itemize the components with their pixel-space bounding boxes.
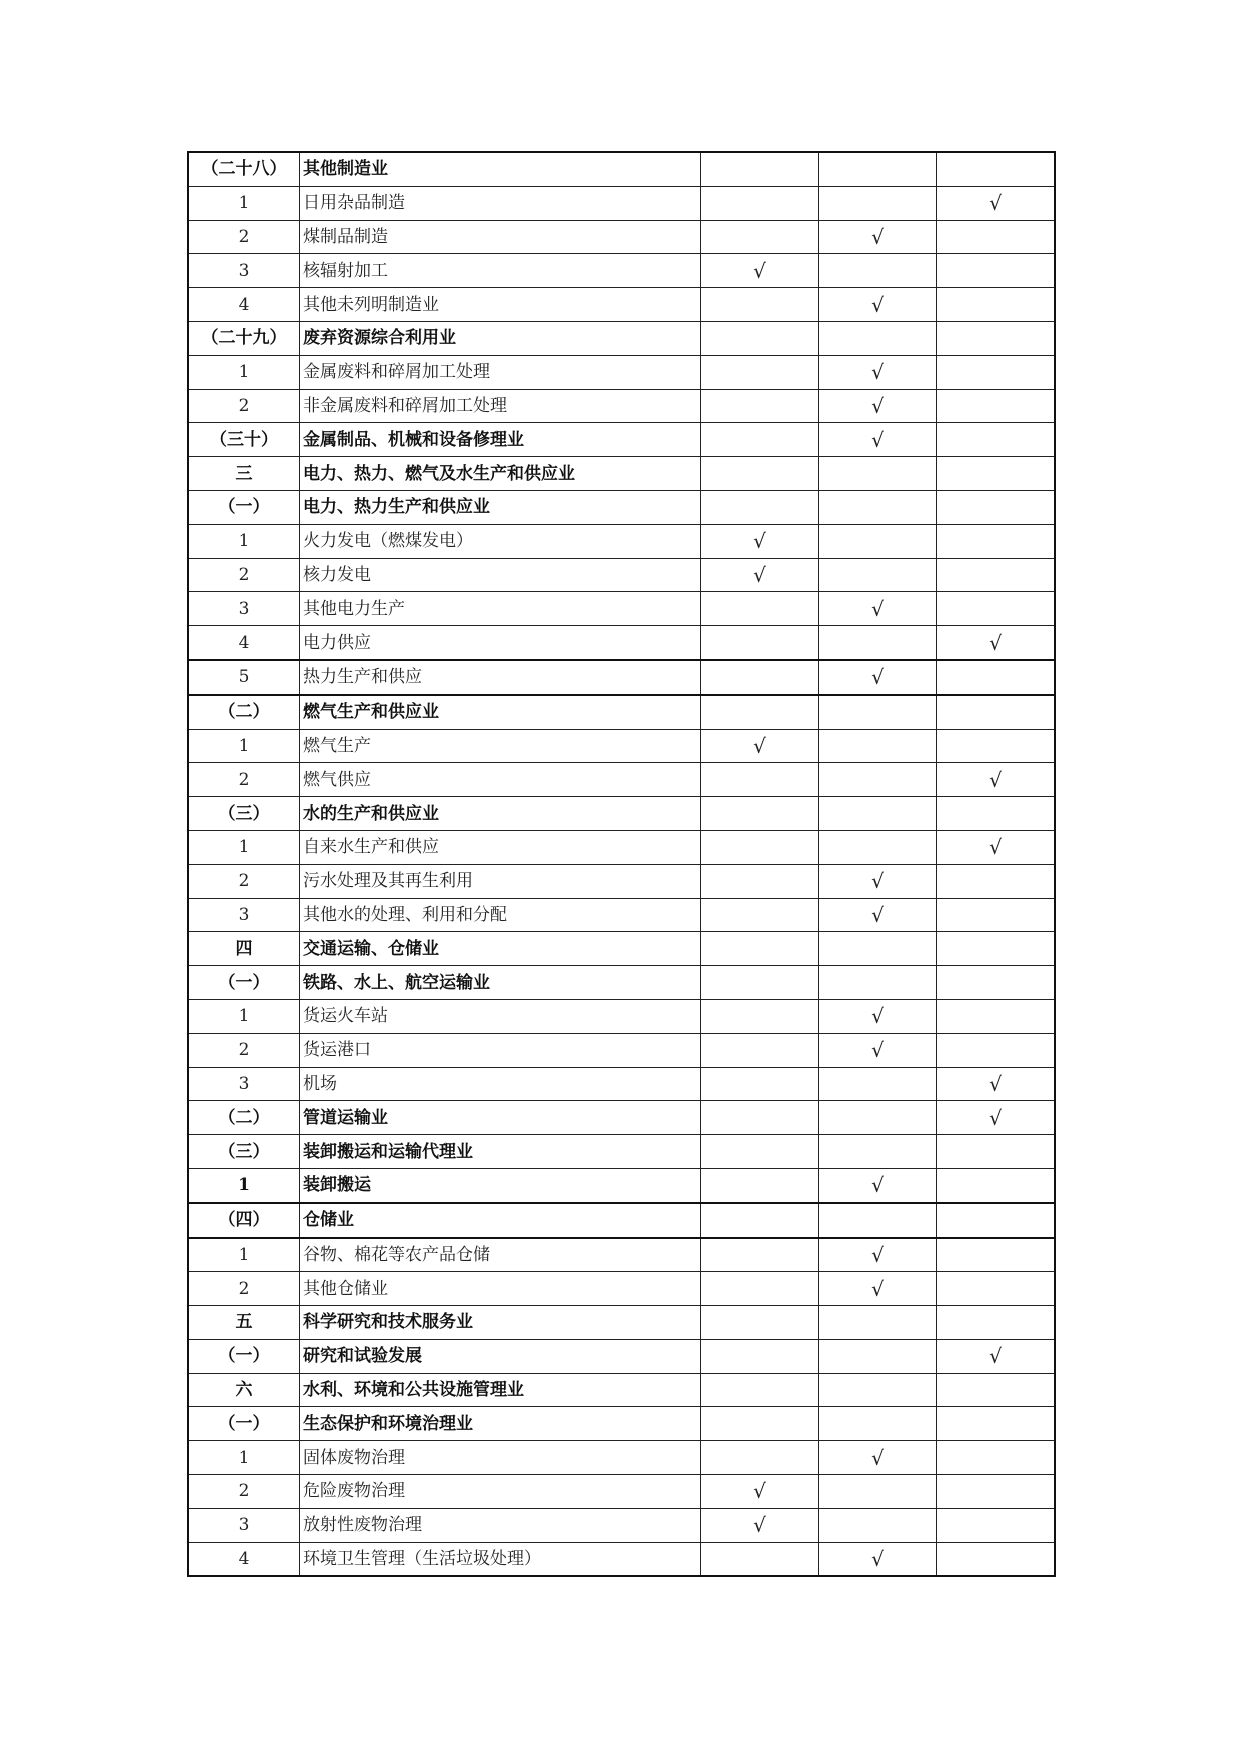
table-row <box>188 524 1055 558</box>
row-number: 5 <box>188 660 300 695</box>
row-number: （三十） <box>188 423 300 457</box>
industry-name: 电力、热力生产和供应业 <box>300 490 701 524</box>
industry-name: 水利、环境和公共设施管理业 <box>300 1373 701 1407</box>
category-c-cell <box>937 864 1056 898</box>
row-number: （二十八） <box>188 152 300 186</box>
category-b-cell <box>819 1407 937 1441</box>
check-mark-icon: √ <box>989 835 1002 860</box>
category-b-cell <box>819 626 937 660</box>
table-row <box>188 558 1055 592</box>
category-b-cell <box>819 592 937 626</box>
category-a-cell <box>701 1135 819 1169</box>
category-c-cell <box>937 152 1056 186</box>
check-mark-icon: √ <box>989 191 1002 216</box>
category-a-cell <box>701 355 819 389</box>
row-number: （一） <box>188 966 300 1000</box>
row-number: 3 <box>188 1067 300 1101</box>
category-c-cell <box>937 1508 1056 1542</box>
row-number: 3 <box>188 1508 300 1542</box>
table-row <box>188 1407 1055 1441</box>
category-a-cell <box>701 830 819 864</box>
category-a-cell <box>701 1306 819 1340</box>
table-row <box>188 457 1055 491</box>
industry-name: 热力生产和供应 <box>300 660 701 695</box>
category-a-cell <box>701 932 819 966</box>
industry-name: 水的生产和供应业 <box>300 797 701 831</box>
category-a-cell <box>701 457 819 491</box>
table-row <box>188 423 1055 457</box>
row-number: 1 <box>188 1168 300 1202</box>
table-body <box>188 152 1055 1576</box>
category-c-cell <box>937 1067 1056 1101</box>
category-b-cell <box>819 1475 937 1509</box>
category-a-cell <box>701 1203 819 1238</box>
table-row <box>188 932 1055 966</box>
category-a-cell <box>701 152 819 186</box>
row-number: 1 <box>188 524 300 558</box>
category-b-cell <box>819 1101 937 1135</box>
category-a-cell <box>701 1168 819 1202</box>
row-number: （三） <box>188 1135 300 1169</box>
category-b-cell <box>819 1272 937 1306</box>
industry-name: 装卸搬运和运输代理业 <box>300 1135 701 1169</box>
category-c-cell <box>937 1135 1056 1169</box>
table-row <box>188 1067 1055 1101</box>
row-number: （一） <box>188 490 300 524</box>
category-c-cell <box>937 220 1056 254</box>
category-c-cell <box>937 1168 1056 1202</box>
category-c-cell <box>937 355 1056 389</box>
category-c-cell <box>937 1101 1056 1135</box>
category-c-cell <box>937 186 1056 220</box>
category-c-cell <box>937 999 1056 1033</box>
category-b-cell <box>819 1135 937 1169</box>
category-c-cell <box>937 423 1056 457</box>
table-row <box>188 152 1055 186</box>
table-row <box>188 1168 1055 1202</box>
category-a-cell <box>701 695 819 729</box>
category-c-cell <box>937 321 1056 355</box>
category-b-cell <box>819 966 937 1000</box>
industry-name: 机场 <box>300 1067 701 1101</box>
category-c-cell <box>937 490 1056 524</box>
industry-name: 燃气生产 <box>300 729 701 763</box>
check-mark-icon: √ <box>871 427 884 452</box>
category-b-cell <box>819 321 937 355</box>
industry-name: 谷物、棉花等农产品仓储 <box>300 1238 701 1272</box>
check-mark-icon: √ <box>871 360 884 385</box>
category-a-cell <box>701 1542 819 1576</box>
table-row <box>188 660 1055 695</box>
category-a-cell <box>701 389 819 423</box>
check-mark-icon: √ <box>871 224 884 249</box>
category-c-cell <box>937 1306 1056 1340</box>
category-b-cell <box>819 423 937 457</box>
industry-name: 日用杂品制造 <box>300 186 701 220</box>
row-number: 五 <box>188 1306 300 1340</box>
category-b-cell <box>819 490 937 524</box>
table-row <box>188 1542 1055 1576</box>
row-number: 3 <box>188 592 300 626</box>
category-a-cell <box>701 1067 819 1101</box>
category-b-cell <box>819 864 937 898</box>
category-c-cell <box>937 932 1056 966</box>
table-row <box>188 729 1055 763</box>
check-mark-icon: √ <box>871 1242 884 1267</box>
table-row <box>188 830 1055 864</box>
table-row <box>188 1238 1055 1272</box>
category-c-cell <box>937 592 1056 626</box>
category-c-cell <box>937 1475 1056 1509</box>
industry-name: 货运港口 <box>300 1033 701 1067</box>
industry-name: 火力发电（燃煤发电） <box>300 524 701 558</box>
table-row <box>188 864 1055 898</box>
row-number: 六 <box>188 1373 300 1407</box>
category-c-cell <box>937 389 1056 423</box>
row-number: 1 <box>188 1238 300 1272</box>
table-row <box>188 389 1055 423</box>
table-row <box>188 1272 1055 1306</box>
check-mark-icon: √ <box>753 733 766 758</box>
category-b-cell <box>819 830 937 864</box>
category-a-cell <box>701 1238 819 1272</box>
category-b-cell <box>819 729 937 763</box>
row-number: 1 <box>188 355 300 389</box>
check-mark-icon: √ <box>871 1276 884 1301</box>
row-number: （二） <box>188 695 300 729</box>
category-a-cell <box>701 1339 819 1373</box>
check-mark-icon: √ <box>989 1344 1002 1369</box>
category-c-cell <box>937 729 1056 763</box>
check-mark-icon: √ <box>871 1004 884 1029</box>
row-number: 2 <box>188 220 300 254</box>
category-b-cell <box>819 1306 937 1340</box>
category-b-cell <box>819 898 937 932</box>
table-row <box>188 1033 1055 1067</box>
row-number: （三） <box>188 797 300 831</box>
industry-name: 其他水的处理、利用和分配 <box>300 898 701 932</box>
row-number: 1 <box>188 186 300 220</box>
row-number: 3 <box>188 254 300 288</box>
table-row <box>188 763 1055 797</box>
category-b-cell <box>819 1339 937 1373</box>
check-mark-icon: √ <box>753 1479 766 1504</box>
table-row <box>188 1339 1055 1373</box>
industry-name: 废弃资源综合利用业 <box>300 321 701 355</box>
industry-name: 管道运输业 <box>300 1101 701 1135</box>
row-number: 4 <box>188 626 300 660</box>
category-b-cell <box>819 695 937 729</box>
category-a-cell <box>701 186 819 220</box>
check-mark-icon: √ <box>989 630 1002 655</box>
category-c-cell <box>937 1272 1056 1306</box>
category-b-cell <box>819 1373 937 1407</box>
category-a-cell <box>701 898 819 932</box>
table-row <box>188 1306 1055 1340</box>
category-a-cell <box>701 729 819 763</box>
category-a-cell <box>701 220 819 254</box>
category-a-cell <box>701 1033 819 1067</box>
category-b-cell <box>819 1067 937 1101</box>
category-c-cell <box>937 1441 1056 1475</box>
industry-name: 货运火车站 <box>300 999 701 1033</box>
category-b-cell <box>819 1238 937 1272</box>
category-b-cell <box>819 1203 937 1238</box>
industry-name: 仓储业 <box>300 1203 701 1238</box>
industry-name: 其他仓储业 <box>300 1272 701 1306</box>
row-number: 1 <box>188 999 300 1033</box>
category-b-cell <box>819 1542 937 1576</box>
table-row <box>188 220 1055 254</box>
row-number: （一） <box>188 1407 300 1441</box>
check-mark-icon: √ <box>871 902 884 927</box>
category-b-cell <box>819 389 937 423</box>
industry-name: 危险废物治理 <box>300 1475 701 1509</box>
table-row <box>188 254 1055 288</box>
industry-name: 研究和试验发展 <box>300 1339 701 1373</box>
industry-name: 交通运输、仓储业 <box>300 932 701 966</box>
category-c-cell <box>937 898 1056 932</box>
row-number: 2 <box>188 763 300 797</box>
category-b-cell <box>819 660 937 695</box>
category-a-cell <box>701 558 819 592</box>
industry-name: 环境卫生管理（生活垃圾处理） <box>300 1542 701 1576</box>
category-a-cell <box>701 966 819 1000</box>
check-mark-icon: √ <box>753 529 766 554</box>
check-mark-icon: √ <box>871 1547 884 1572</box>
category-a-cell <box>701 254 819 288</box>
category-a-cell <box>701 524 819 558</box>
category-a-cell <box>701 1373 819 1407</box>
category-a-cell <box>701 1475 819 1509</box>
category-b-cell <box>819 1033 937 1067</box>
industry-name: 放射性废物治理 <box>300 1508 701 1542</box>
category-a-cell <box>701 1272 819 1306</box>
category-a-cell <box>701 1407 819 1441</box>
category-b-cell <box>819 186 937 220</box>
category-a-cell <box>701 321 819 355</box>
industry-name: 电力、热力、燃气及水生产和供应业 <box>300 457 701 491</box>
check-mark-icon: √ <box>753 1513 766 1538</box>
table-row <box>188 1441 1055 1475</box>
category-c-cell <box>937 1238 1056 1272</box>
category-b-cell <box>819 152 937 186</box>
category-c-cell <box>937 288 1056 322</box>
table-row <box>188 695 1055 729</box>
category-c-cell <box>937 558 1056 592</box>
category-c-cell <box>937 1033 1056 1067</box>
row-number: 4 <box>188 1542 300 1576</box>
category-b-cell <box>819 1168 937 1202</box>
table-row <box>188 355 1055 389</box>
category-a-cell <box>701 592 819 626</box>
category-c-cell <box>937 660 1056 695</box>
industry-name: 装卸搬运 <box>300 1168 701 1202</box>
row-number: 4 <box>188 288 300 322</box>
category-a-cell <box>701 1441 819 1475</box>
check-mark-icon: √ <box>871 1173 884 1198</box>
check-mark-icon: √ <box>871 1038 884 1063</box>
industry-name: 污水处理及其再生利用 <box>300 864 701 898</box>
category-b-cell <box>819 254 937 288</box>
industry-name: 非金属废料和碎屑加工处理 <box>300 389 701 423</box>
row-number: 2 <box>188 389 300 423</box>
category-a-cell <box>701 423 819 457</box>
row-number: 1 <box>188 830 300 864</box>
category-a-cell <box>701 626 819 660</box>
industry-name: 其他制造业 <box>300 152 701 186</box>
category-a-cell <box>701 490 819 524</box>
row-number: 四 <box>188 932 300 966</box>
row-number: （一） <box>188 1339 300 1373</box>
industry-name: 燃气供应 <box>300 763 701 797</box>
industry-name: 科学研究和技术服务业 <box>300 1306 701 1340</box>
category-c-cell <box>937 1203 1056 1238</box>
table-row <box>188 490 1055 524</box>
category-a-cell <box>701 763 819 797</box>
row-number: 1 <box>188 729 300 763</box>
category-c-cell <box>937 457 1056 491</box>
row-number: 三 <box>188 457 300 491</box>
check-mark-icon: √ <box>871 292 884 317</box>
industry-name: 金属制品、机械和设备修理业 <box>300 423 701 457</box>
table-row <box>188 1373 1055 1407</box>
category-c-cell <box>937 763 1056 797</box>
category-a-cell <box>701 864 819 898</box>
category-b-cell <box>819 932 937 966</box>
check-mark-icon: √ <box>989 1071 1002 1096</box>
table-row <box>188 288 1055 322</box>
check-mark-icon: √ <box>753 258 766 283</box>
category-b-cell <box>819 1508 937 1542</box>
check-mark-icon: √ <box>989 767 1002 792</box>
category-b-cell <box>819 797 937 831</box>
row-number: 2 <box>188 864 300 898</box>
industry-name: 煤制品制造 <box>300 220 701 254</box>
category-a-cell <box>701 660 819 695</box>
category-b-cell <box>819 220 937 254</box>
table-row <box>188 797 1055 831</box>
industry-classification-table <box>187 151 1056 1577</box>
table-row <box>188 1203 1055 1238</box>
category-c-cell <box>937 797 1056 831</box>
check-mark-icon: √ <box>871 665 884 690</box>
industry-name: 自来水生产和供应 <box>300 830 701 864</box>
industry-name: 燃气生产和供应业 <box>300 695 701 729</box>
category-c-cell <box>937 966 1056 1000</box>
row-number: 2 <box>188 1475 300 1509</box>
category-c-cell <box>937 830 1056 864</box>
table-row <box>188 1508 1055 1542</box>
table-row <box>188 999 1055 1033</box>
table-row <box>188 186 1055 220</box>
category-b-cell <box>819 558 937 592</box>
category-c-cell <box>937 254 1056 288</box>
table-row <box>188 898 1055 932</box>
table-row <box>188 626 1055 660</box>
table-row <box>188 321 1055 355</box>
category-b-cell <box>819 457 937 491</box>
category-b-cell <box>819 288 937 322</box>
category-c-cell <box>937 1373 1056 1407</box>
category-a-cell <box>701 999 819 1033</box>
category-c-cell <box>937 1407 1056 1441</box>
check-mark-icon: √ <box>871 1445 884 1470</box>
industry-name: 固体废物治理 <box>300 1441 701 1475</box>
table-row <box>188 1135 1055 1169</box>
industry-name: 其他未列明制造业 <box>300 288 701 322</box>
category-a-cell <box>701 1101 819 1135</box>
industry-name: 生态保护和环境治理业 <box>300 1407 701 1441</box>
row-number: 1 <box>188 1441 300 1475</box>
check-mark-icon: √ <box>989 1105 1002 1130</box>
row-number: （二十九） <box>188 321 300 355</box>
category-b-cell <box>819 524 937 558</box>
row-number: 2 <box>188 1033 300 1067</box>
row-number: （二） <box>188 1101 300 1135</box>
industry-name: 铁路、水上、航空运输业 <box>300 966 701 1000</box>
category-b-cell <box>819 1441 937 1475</box>
industry-name: 金属废料和碎屑加工处理 <box>300 355 701 389</box>
category-c-cell <box>937 695 1056 729</box>
industry-name: 核辐射加工 <box>300 254 701 288</box>
category-b-cell <box>819 999 937 1033</box>
industry-name: 其他电力生产 <box>300 592 701 626</box>
category-c-cell <box>937 626 1056 660</box>
check-mark-icon: √ <box>871 596 884 621</box>
category-a-cell <box>701 1508 819 1542</box>
category-c-cell <box>937 1339 1056 1373</box>
table-row <box>188 1101 1055 1135</box>
table-row <box>188 1475 1055 1509</box>
industry-name: 电力供应 <box>300 626 701 660</box>
category-b-cell <box>819 355 937 389</box>
table-row <box>188 592 1055 626</box>
row-number: （四） <box>188 1203 300 1238</box>
category-a-cell <box>701 288 819 322</box>
check-mark-icon: √ <box>753 562 766 587</box>
category-c-cell <box>937 524 1056 558</box>
row-number: 2 <box>188 558 300 592</box>
check-mark-icon: √ <box>871 869 884 894</box>
row-number: 2 <box>188 1272 300 1306</box>
category-c-cell <box>937 1542 1056 1576</box>
table-row <box>188 966 1055 1000</box>
check-mark-icon: √ <box>871 393 884 418</box>
category-a-cell <box>701 797 819 831</box>
industry-name: 核力发电 <box>300 558 701 592</box>
category-b-cell <box>819 763 937 797</box>
row-number: 3 <box>188 898 300 932</box>
